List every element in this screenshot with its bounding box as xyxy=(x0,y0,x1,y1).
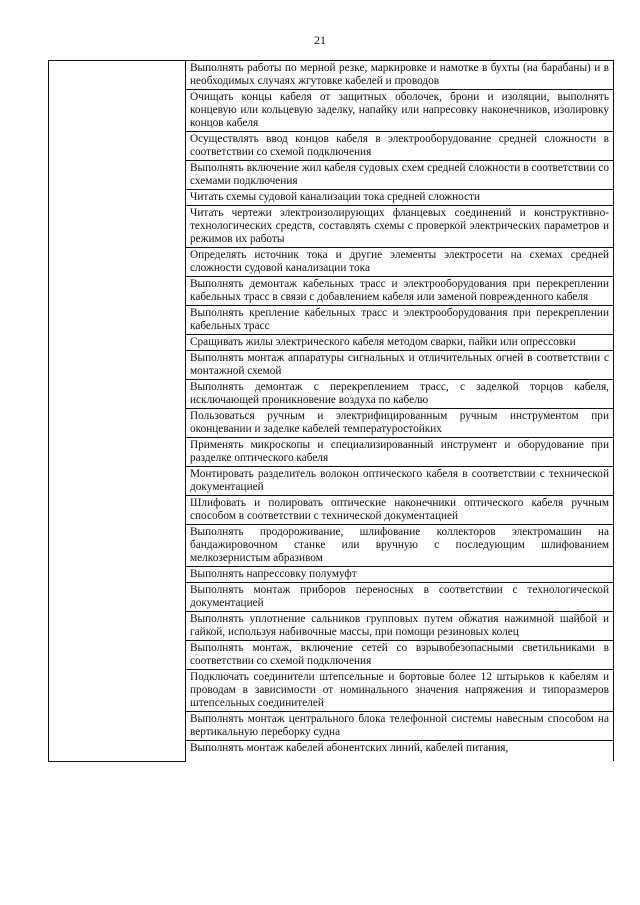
function-column-cell xyxy=(49,61,186,762)
skill-cell: Выполнять напрессовку полумуфт xyxy=(186,567,614,583)
skill-cell: Выполнять монтаж приборов переносных в соответствии с технологической документацией xyxy=(186,583,614,612)
skill-cell: Выполнять монтаж центрального блока телефонной системы навесным способом на вертикальную переборку судна xyxy=(186,712,614,741)
skill-cell: Очищать концы кабеля от защитных оболочек, брони и изоляции, выполнять концевую или кольцевую заделку, напайку или напресовку наконечников, изолировку концов кабеля xyxy=(186,90,614,132)
skill-cell: Читать чертежи электроизолирующих фланцевых соединений и конструктивно-технологических средств, составлять схемы с проверкой электрических параметров и режимов их работы xyxy=(186,206,614,248)
skill-cell: Выполнять демонтаж кабельных трасс и электрооборудования при перекреплении кабельных трасс в связи с добавлением кабеля или заменой поврежденного кабеля xyxy=(186,277,614,306)
skill-cell: Применять микроскопы и специализированный инструмент и оборудование при разделке оптического кабеля xyxy=(186,438,614,467)
skill-cell: Монтировать разделитель волокон оптического кабеля в соответствии с технической документацией xyxy=(186,467,614,496)
skill-cell: Выполнять включение жил кабеля судовых схем средней сложности в соответствии со схемами подключения xyxy=(186,161,614,190)
table-row xyxy=(49,61,614,90)
skill-cell: Сращивать жилы электрического кабеля методом сварки, пайки или опрессовки xyxy=(186,335,614,351)
skill-cell: Выполнять демонтаж с перекреплением трасс, с заделкой торцов кабеля, исключающей проникновение воздуха по кабелю xyxy=(186,380,614,409)
skill-cell: Выполнять монтаж, включение сетей со взрывобезопасными светильниками в соответствии со схемой подключения xyxy=(186,641,614,670)
skill-cell: Выполнять продороживание, шлифование коллекторов электромашин на бандажировочном станке или вручную с последующим шлифованием мелкозернистым абразивом xyxy=(186,525,614,567)
skill-cell: Пользоваться ручным и электрифицированным ручным инструментом при оконцевании и заделке кабелей температуростойких xyxy=(186,409,614,438)
skill-cell: Выполнять крепление кабельных трасс и электрооборудования при перекреплении кабельных трасс xyxy=(186,306,614,335)
skill-cell: Выполнять монтаж аппаратуры сигнальных и отличительных огней в соответствии с монтажной схемой xyxy=(186,351,614,380)
skills-table xyxy=(48,60,614,762)
skill-cell: Подключать соединители штепсельные и бортовые более 12 штырьков к кабелям и проводам в зависимости от номинального значения напряжения и типоразмеров штепсельных соединителей xyxy=(186,670,614,712)
page-number: 21 xyxy=(314,33,326,47)
skill-cell: Осуществлять ввод концов кабеля в электрооборудование средней сложности в соответствии со схемой подключения xyxy=(186,132,614,161)
skill-cell: Выполнять уплотнение сальников групповых путем обжатия нажимной шайбой и гайкой, используя набивочные массы, при помощи резиновых колец xyxy=(186,612,614,641)
skill-cell: Выполнять монтаж кабелей абонентских линий, кабелей питания, xyxy=(186,741,614,762)
skill-cell: Выполнять работы по мерной резке, маркировке и намотке в бухты (на барабаны) и в необходимых случаях жгутовке кабелей и проводов xyxy=(186,61,614,90)
skill-cell: Читать схемы судовой канализации тока средней сложности xyxy=(186,190,614,206)
skill-cell: Определять источник тока и другие элементы электросети на схемах средней сложности судовой канализации тока xyxy=(186,248,614,277)
skill-cell: Шлифовать и полировать оптические наконечники оптического кабеля ручным способом в соответствии с технической документацией xyxy=(186,496,614,525)
skills-table-body xyxy=(49,61,614,762)
